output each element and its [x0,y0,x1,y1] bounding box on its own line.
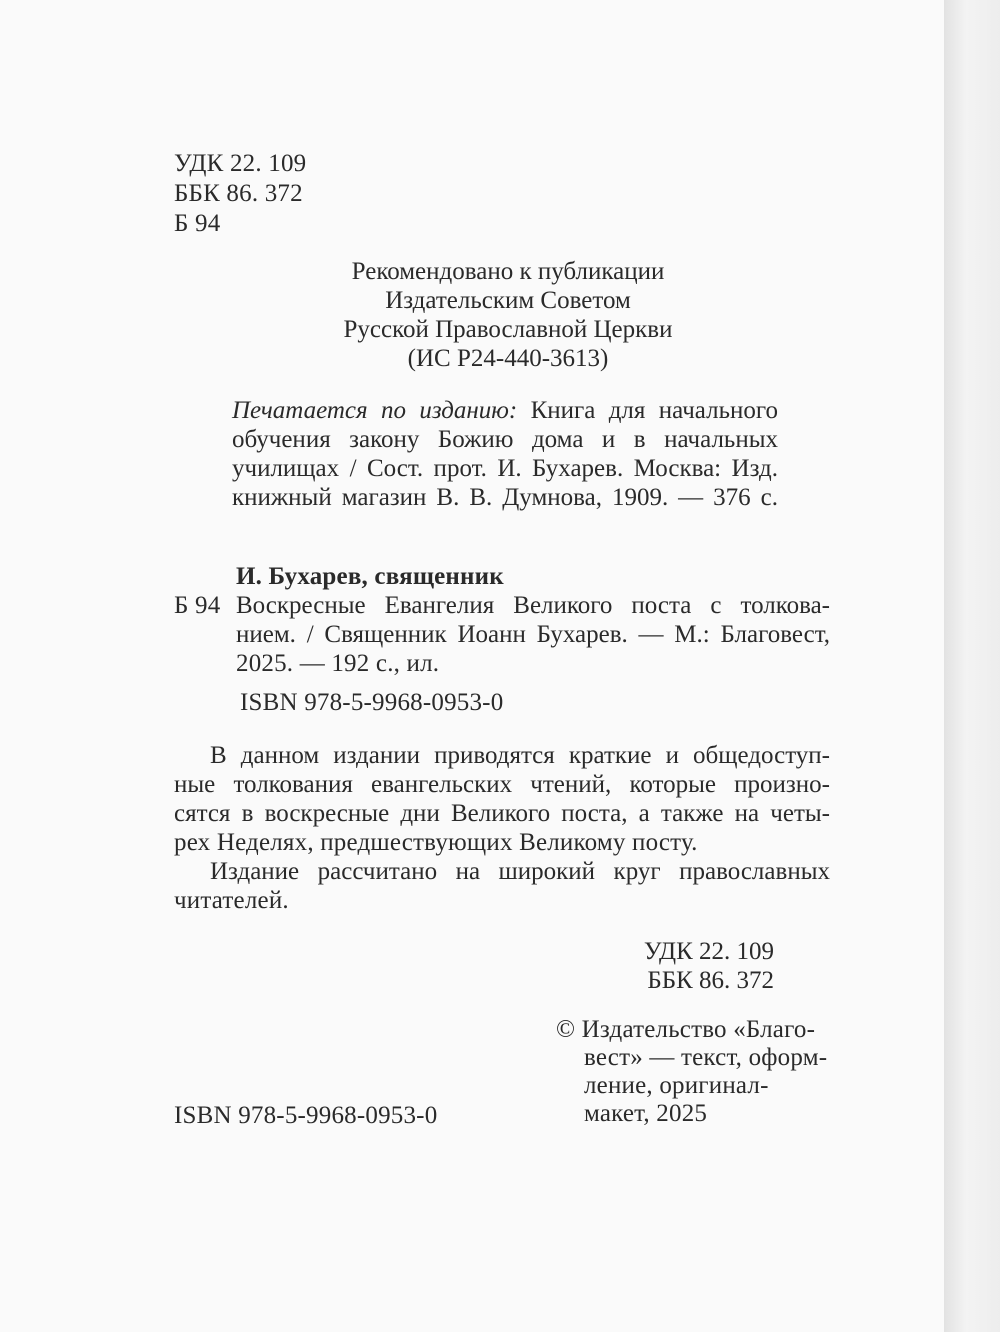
source-edition-label: Печатается по изданию: [232,397,518,424]
annotation-line: Издание рассчитано на широкий круг православных [210,858,830,885]
copyright-line: ление, оригинал- [584,1072,769,1099]
annotation-line: рех Неделях, предшествующих Великому посту. [174,829,698,856]
copyright-line: макет, 2025 [584,1100,708,1127]
annotation-line: В данном издании приводятся краткие и общедоступ- [210,742,830,769]
copyright-line: © Издательство «Благо- [556,1016,816,1043]
recommendation-code: (ИС Р24-440-3613) [407,345,609,372]
record-author: И. Бухарев, священник [236,563,504,590]
bbk-code: ББК 86. 372 [174,180,303,207]
record-line: нием. / Священник Иоанн Бухарев. — М.: Благовест, [236,621,830,648]
record-line: Воскресные Евангелия Великого поста с толкова- [236,592,830,619]
source-edition-line: обучения закону Божию дома и в начальных [232,426,778,453]
isbn-bottom: ISBN 978-5-9968-0953-0 [174,1102,438,1129]
recommendation-line: Рекомендовано к публикации [351,258,665,285]
recommendation-line: Русской Православной Церкви [343,316,673,343]
recommendation-line: Издательским Советом [385,287,631,314]
copyright-line: вест» — текст, оформ- [584,1044,828,1071]
record-isbn: ISBN 978-5-9968-0953-0 [240,689,504,716]
record-author-mark: Б 94 [174,592,221,619]
annotation-line: читателей. [174,887,289,914]
source-edition-line: училищах / Сост. прот. И. Бухарев. Москва: Изд. [232,455,778,482]
source-edition-line: книжный магазин В. В. Думнова, 1909. — 376 с. [232,484,778,511]
bbk-code-bottom: ББК 86. 372 [647,967,774,994]
source-edition-line [232,396,778,426]
udk-code-bottom: УДК 22. 109 [643,938,774,965]
udk-code: УДК 22. 109 [174,150,307,177]
annotation-line: ные толкования евангельских чтений, которые произно- [174,771,830,798]
source-edition-text: Книга для начального [530,397,778,424]
page-edge-shadow [944,0,1000,1332]
author-mark: Б 94 [174,210,221,237]
record-line: 2025. — 192 с., ил. [236,650,440,677]
annotation-line: сятся в воскресные дни Великого поста, а также на четы- [174,800,830,827]
